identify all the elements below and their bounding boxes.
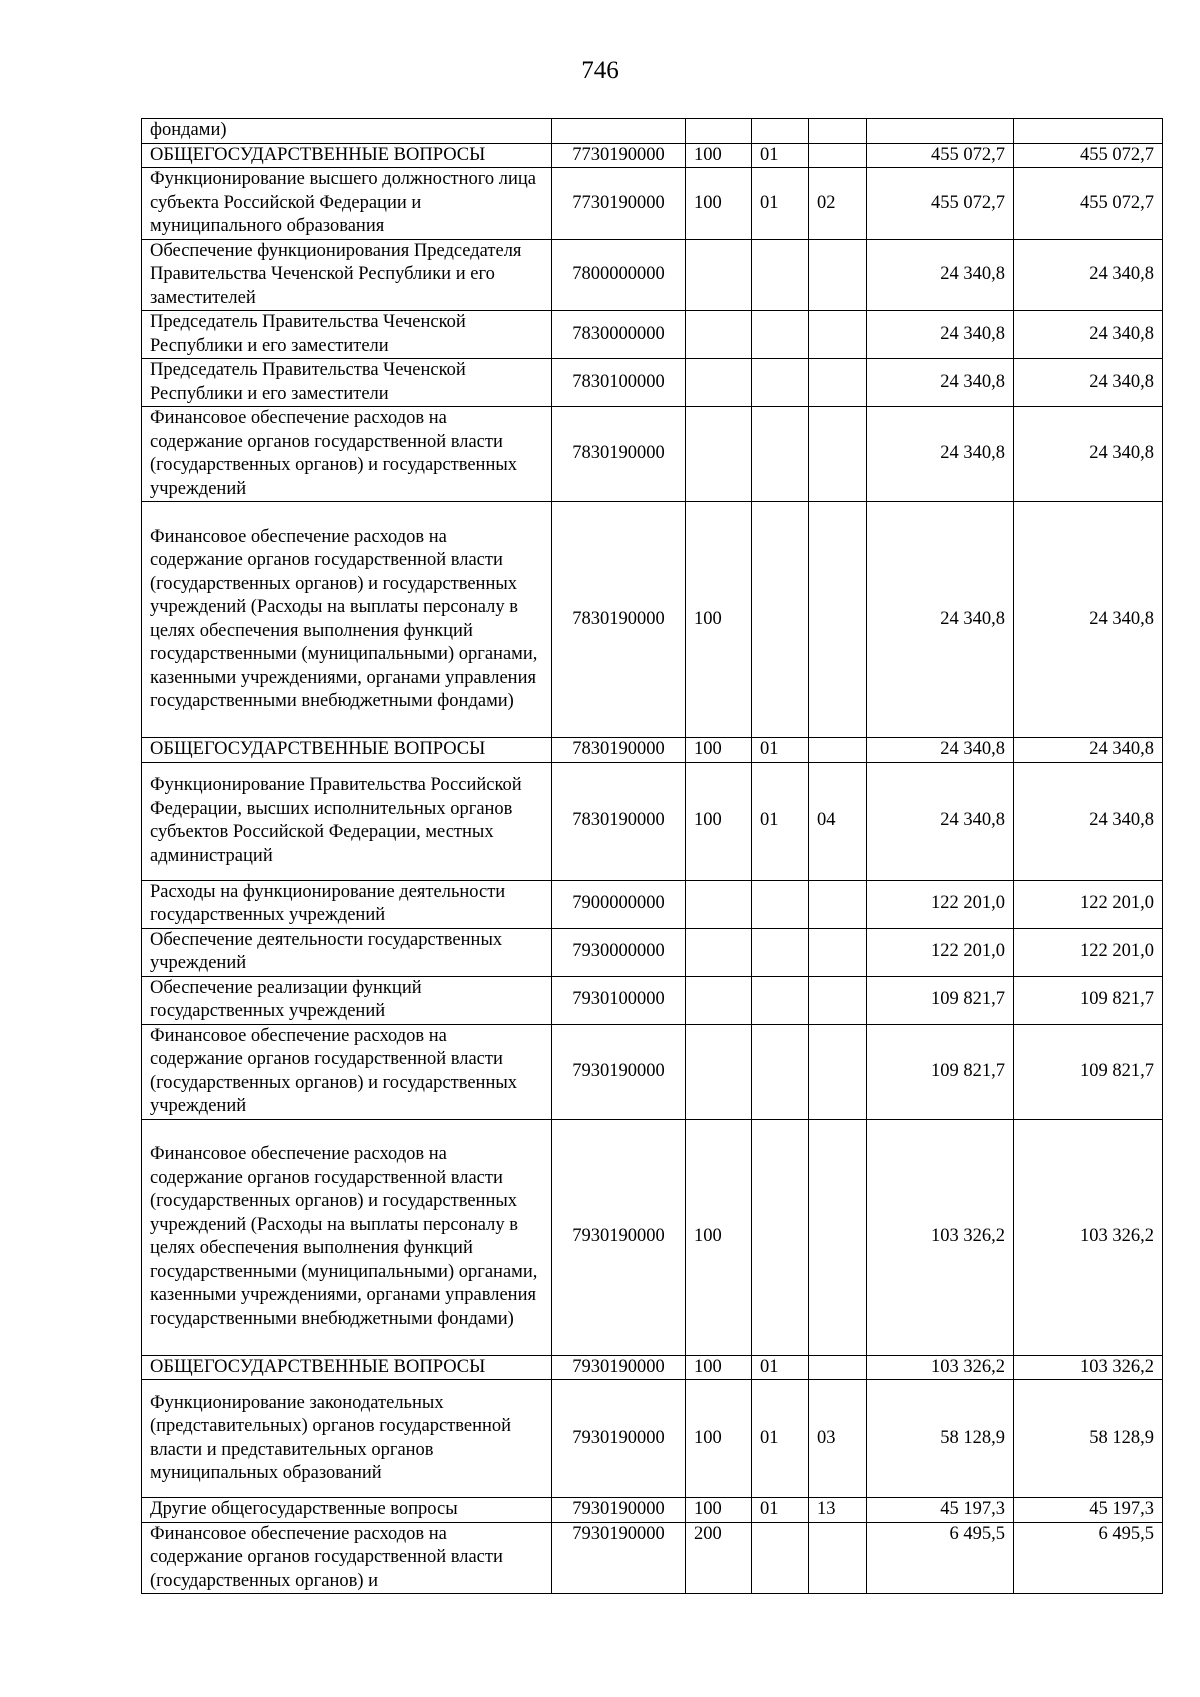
row-target-code: 7930190000	[552, 1024, 686, 1119]
table-row	[142, 239, 1163, 311]
row-expense-type: 100	[686, 143, 752, 168]
row-amount-1: 109 821,7	[867, 976, 1014, 1024]
table-row	[142, 976, 1163, 1024]
row-amount-2: 24 340,8	[1014, 359, 1163, 407]
row-subsection	[809, 1355, 867, 1380]
row-amount-1: 109 821,7	[867, 1024, 1014, 1119]
table-row	[142, 1522, 1163, 1594]
row-description: Обеспечение реализации функций государственных учреждений	[142, 976, 552, 1024]
table-row	[142, 1119, 1163, 1355]
row-description: Обеспечение функционирования Председателя Правительства Чеченской Республики и его заместителей	[142, 239, 552, 311]
row-target-code: 7730190000	[552, 168, 686, 240]
row-subsection	[809, 880, 867, 928]
table-row	[142, 880, 1163, 928]
row-target-code: 7930190000	[552, 1522, 686, 1594]
row-subsection	[809, 359, 867, 407]
row-subsection: 03	[809, 1380, 867, 1498]
row-expense-type: 100	[686, 1380, 752, 1498]
row-amount-2: 58 128,9	[1014, 1380, 1163, 1498]
row-section: 01	[752, 1380, 809, 1498]
table-row	[142, 1380, 1163, 1498]
table-row	[142, 119, 1163, 144]
row-description: Председатель Правительства Чеченской Республики и его заместители	[142, 311, 552, 359]
row-amount-2: 24 340,8	[1014, 762, 1163, 880]
row-expense-type	[686, 880, 752, 928]
row-section: 01	[752, 1498, 809, 1523]
row-amount-1: 24 340,8	[867, 738, 1014, 763]
row-expense-type	[686, 1024, 752, 1119]
row-expense-type	[686, 311, 752, 359]
row-amount-1: 455 072,7	[867, 168, 1014, 240]
row-section	[752, 976, 809, 1024]
row-description: ОБЩЕГОСУДАРСТВЕННЫЕ ВОПРОСЫ	[142, 738, 552, 763]
row-subsection: 13	[809, 1498, 867, 1523]
row-target-code: 7930190000	[552, 1380, 686, 1498]
row-description: Финансовое обеспечение расходов на содержание органов государственной власти (государственных органов) и государственных учреждений (Расходы на выплаты персоналу в целях обеспечения выполнения функций государственными (муниципальными) органами, казенными учреждениями, органами управления государственными внебюджетными фондами)	[142, 502, 552, 738]
row-section	[752, 502, 809, 738]
row-expense-type	[686, 239, 752, 311]
row-amount-1: 45 197,3	[867, 1498, 1014, 1523]
row-target-code: 7830190000	[552, 762, 686, 880]
row-expense-type	[686, 928, 752, 976]
row-description: Обеспечение деятельности государственных учреждений	[142, 928, 552, 976]
row-section	[752, 407, 809, 502]
row-amount-2: 103 326,2	[1014, 1119, 1163, 1355]
row-section	[752, 119, 809, 144]
table-row	[142, 762, 1163, 880]
row-target-code: 7900000000	[552, 880, 686, 928]
row-subsection	[809, 143, 867, 168]
row-amount-2: 122 201,0	[1014, 880, 1163, 928]
row-amount-1: 103 326,2	[867, 1119, 1014, 1355]
row-amount-1: 455 072,7	[867, 143, 1014, 168]
row-amount-2: 24 340,8	[1014, 311, 1163, 359]
row-target-code: 7830190000	[552, 502, 686, 738]
row-amount-2: 455 072,7	[1014, 143, 1163, 168]
row-amount-1: 6 495,5	[867, 1522, 1014, 1594]
row-target-code: 7800000000	[552, 239, 686, 311]
row-section: 01	[752, 738, 809, 763]
row-section: 01	[752, 1355, 809, 1380]
row-expense-type: 100	[686, 1119, 752, 1355]
row-section	[752, 1119, 809, 1355]
page-number: 746	[581, 57, 619, 84]
budget-table	[141, 118, 1163, 1594]
row-amount-2: 24 340,8	[1014, 502, 1163, 738]
row-section	[752, 359, 809, 407]
row-description: Функционирование законодательных (представительных) органов государственной власти и представительных органов муниципальных образований	[142, 1380, 552, 1498]
row-description: Финансовое обеспечение расходов на содержание органов государственной власти (государственных органов) и государственных учреждений (Расходы на выплаты персоналу в целях обеспечения выполнения функций государственными (муниципальными) органами, казенными учреждениями, органами управления государственными внебюджетными фондами)	[142, 1119, 552, 1355]
row-amount-2: 103 326,2	[1014, 1355, 1163, 1380]
table-row	[142, 738, 1163, 763]
row-amount-2: 45 197,3	[1014, 1498, 1163, 1523]
row-expense-type: 100	[686, 168, 752, 240]
row-expense-type	[686, 359, 752, 407]
row-expense-type: 100	[686, 502, 752, 738]
row-target-code: 7930190000	[552, 1498, 686, 1523]
row-expense-type	[686, 119, 752, 144]
row-description: Другие общегосударственные вопросы	[142, 1498, 552, 1523]
row-expense-type	[686, 407, 752, 502]
row-description: Финансовое обеспечение расходов на содержание органов государственной власти (государственных органов) и государственных учреждений	[142, 1024, 552, 1119]
row-amount-1: 24 340,8	[867, 407, 1014, 502]
row-description: Функционирование Правительства Российской Федерации, высших исполнительных органов субъектов Российской Федерации, местных администраций	[142, 762, 552, 880]
row-subsection	[809, 502, 867, 738]
row-amount-1: 122 201,0	[867, 928, 1014, 976]
row-subsection: 04	[809, 762, 867, 880]
row-section: 01	[752, 143, 809, 168]
row-target-code: 7830000000	[552, 311, 686, 359]
row-section	[752, 239, 809, 311]
row-amount-2: 6 495,5	[1014, 1522, 1163, 1594]
row-target-code: 7830190000	[552, 407, 686, 502]
row-amount-1: 24 340,8	[867, 502, 1014, 738]
row-description: Расходы на функционирование деятельности государственных учреждений	[142, 880, 552, 928]
row-amount-2: 24 340,8	[1014, 407, 1163, 502]
row-amount-2: 109 821,7	[1014, 976, 1163, 1024]
row-amount-1	[867, 119, 1014, 144]
row-subsection	[809, 1024, 867, 1119]
table-row	[142, 311, 1163, 359]
row-amount-1: 24 340,8	[867, 359, 1014, 407]
table-row	[142, 502, 1163, 738]
row-subsection	[809, 407, 867, 502]
row-description: Функционирование высшего должностного лица субъекта Российской Федерации и муниципального образования	[142, 168, 552, 240]
row-amount-1: 24 340,8	[867, 311, 1014, 359]
row-amount-1: 58 128,9	[867, 1380, 1014, 1498]
row-amount-2: 455 072,7	[1014, 168, 1163, 240]
row-amount-2	[1014, 119, 1163, 144]
table-row	[142, 1498, 1163, 1523]
table-row	[142, 1355, 1163, 1380]
row-target-code: 7830190000	[552, 738, 686, 763]
table-row	[142, 359, 1163, 407]
row-description: ОБЩЕГОСУДАРСТВЕННЫЕ ВОПРОСЫ	[142, 143, 552, 168]
row-description: фондами)	[142, 119, 552, 144]
table-row	[142, 407, 1163, 502]
row-amount-2: 24 340,8	[1014, 738, 1163, 763]
row-amount-2: 109 821,7	[1014, 1024, 1163, 1119]
row-expense-type: 100	[686, 1355, 752, 1380]
row-amount-1: 24 340,8	[867, 762, 1014, 880]
row-section	[752, 880, 809, 928]
row-target-code: 7730190000	[552, 143, 686, 168]
row-target-code: 7930190000	[552, 1119, 686, 1355]
row-description: Председатель Правительства Чеченской Республики и его заместители	[142, 359, 552, 407]
row-amount-2: 24 340,8	[1014, 239, 1163, 311]
row-subsection	[809, 1522, 867, 1594]
row-amount-1: 24 340,8	[867, 239, 1014, 311]
table-row	[142, 928, 1163, 976]
row-section	[752, 1522, 809, 1594]
row-expense-type: 100	[686, 1498, 752, 1523]
row-target-code: 7830100000	[552, 359, 686, 407]
row-amount-1: 122 201,0	[867, 880, 1014, 928]
row-target-code: 7930000000	[552, 928, 686, 976]
row-section: 01	[752, 168, 809, 240]
row-expense-type: 100	[686, 738, 752, 763]
table-row	[142, 143, 1163, 168]
row-section	[752, 311, 809, 359]
table-row	[142, 168, 1163, 240]
row-section	[752, 928, 809, 976]
row-expense-type: 200	[686, 1522, 752, 1594]
row-target-code	[552, 119, 686, 144]
row-section: 01	[752, 762, 809, 880]
row-target-code: 7930100000	[552, 976, 686, 1024]
row-subsection	[809, 239, 867, 311]
row-section	[752, 1024, 809, 1119]
row-expense-type	[686, 976, 752, 1024]
row-subsection	[809, 928, 867, 976]
row-description: Финансовое обеспечение расходов на содержание органов государственной власти (государственных органов) и государственных учреждений	[142, 407, 552, 502]
row-amount-1: 103 326,2	[867, 1355, 1014, 1380]
row-subsection	[809, 738, 867, 763]
row-subsection	[809, 1119, 867, 1355]
row-description: Финансовое обеспечение расходов на содержание органов государственной власти (государственных органов) и	[142, 1522, 552, 1594]
row-subsection	[809, 311, 867, 359]
row-subsection: 02	[809, 168, 867, 240]
row-amount-2: 122 201,0	[1014, 928, 1163, 976]
row-expense-type: 100	[686, 762, 752, 880]
row-target-code: 7930190000	[552, 1355, 686, 1380]
row-description: ОБЩЕГОСУДАРСТВЕННЫЕ ВОПРОСЫ	[142, 1355, 552, 1380]
row-subsection	[809, 976, 867, 1024]
row-subsection	[809, 119, 867, 144]
table-row	[142, 1024, 1163, 1119]
